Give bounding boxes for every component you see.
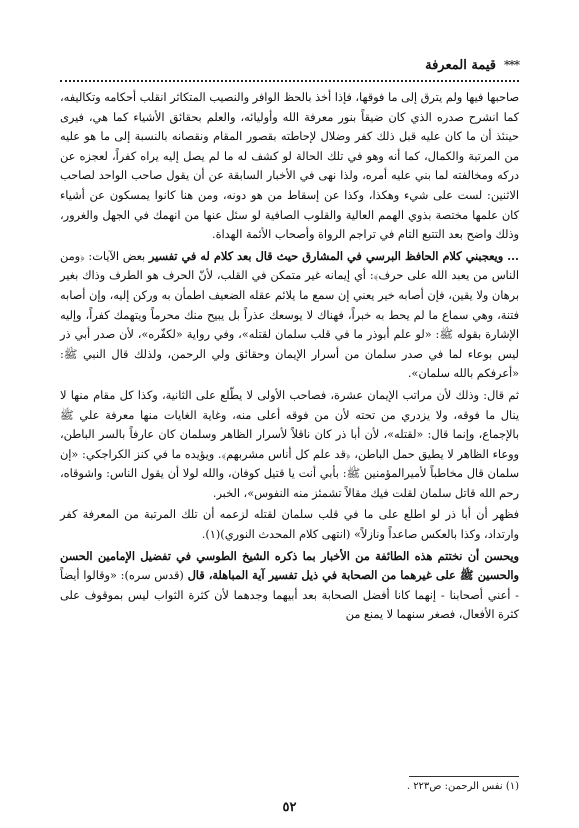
paragraph-body: فظهر أن أبا ذر لو اطلع على ما في قلب سلمان لقتله لزعمه أن تلك المرتبة من المعرفة كفر وارتداد، وكذا بالعكس صاعداً ونازلاً» (انتهى كلام المحدث النوري)(١). [60,508,519,542]
chapter-title: قيمة المعرفة [425,57,496,73]
running-head [60,52,519,78]
header-dotted-rule [60,80,519,82]
footnote-rule [409,776,519,777]
paragraph-lead: ويحسن أن نختتم هذه الطائفة من الأخبار بما ذكره الشيخ الطوسي في تفضيل الإمامين الحسن والحسين ﷺ على غيرهما من الصحابة في ذيل تفسير آية المباهلة، قال [60,548,519,583]
paragraph-lead: ... ويعجبني كلام الحافظ البرسي في المشارق حيث قال بعد كلام له في تفسير [148,248,519,263]
paragraph [60,547,519,625]
page-number: ٥٢ [282,800,297,815]
ornament-stars: *** [504,58,519,72]
footnote: (١) نفس الرحمن: ص٢٢٣ . [406,781,519,792]
paragraph [60,88,519,245]
body-text [60,88,519,625]
paragraph-body: صاحبها فيها ولم يترق إلى ما فوقها، فإذا أخذ بالحظ الوافر والنصيب المتكاثر انقلب أحكامه وتكاليفه، كما انشرح صدره الذي كان ضيقاً بنور معرفة الله وأوليائه، والعلم بحقائق الأشياء كما هي، فيرى حينئذ أن ما كان عليه قبل ذلك كفر وضلال لإحاطته بقصور المقام ونقصانه بالنسبة إلى ما هو عليه من المرتبة والكمال، كما أنه وهو في تلك الحالة لو كشف له ما لم يصل إليه يراه كفراً، لعجزه عن دركه ومخالفته لما بني عليه أمره، ولذا نهى في الأخبار السابقة عن أن يقول صاحب الواحد لصاحب الاثنين: لست على شيء وهكذا، وكذا عن إسقاط من هو دونه، ومن هنا كانوا يمسكون عن أشياء كان علمها مختصة بذوي الهمم العالية والقلوب الصافية لو سئل عنها من انهمك في الجهل والغرور، وذلك واضح بعد التتبع التام في تراجم الرواة وأصحاب الأئمة الهداة. [60,91,519,242]
paragraph-body: (قدس سره): «وقالوا أيضاً - أعني أصحابنا - إنهما كانا أفضل الصحابة بعد أبيهما وجدهما لأن كثرة الثواب ليس بموقوف على كثرة الأفعال، فصغر سنهما لا يمنع من [60,569,519,622]
paragraph [60,247,519,384]
paragraph [60,505,519,544]
paragraph [60,386,519,504]
paragraph-body: بعض الآيات: ﴿ومن الناس من يعبد الله على حرف﴾: أي إيمانه غير متمكن في القلب، لأنّ الحرف هو الطرف وذاك بغير برهان ولا يقين، فإن أصابه خير يعني إن سمع ما يلائم عقله الضعيف اطمأن به وركن إليه، وإن أصابه فتنة، وهي سماع ما لم يحط به خبراً، فهناك لا يوسعك عذراً بل يبيح منك محرماً ويتهمك كفراً، وإليه الإشارة بقوله ﷺ: «لو علم أبوذر ما في قلب سلمان لقتله»، وفي رواية «لكفّره»، لأن صدر أبي ذر ليس بوعاء لما في صدر سلمان من أسرار الإيمان وحقائق ولي الرحمن، ولذلك قال النبي ﷺ: «أعرفكم بالله سلمان». [60,249,519,381]
paragraph-body: ثم قال: وذلك لأن مراتب الإيمان عشرة، فصاحب الأولى لا يطّلع على الثانية، وكذا كل مقام منها لا ينال ما فوقه، ولا يزدري من تحته لأن من فوقه أعلى منه، وغاية الغايات منها معرفة علي ﷺ بالإجماع، وإنما قال: «لقتله»، لأن أبا ذر كان ناقلاً لأسرار الظاهر وسلمان كان عارفاً بالسر الباطن، ووعاء الظاهر لا يطيق حمل الباطن، ﴿قد علم كل أناس مشربهم﴾. ويؤيده ما في كنز الكراجكي: «إن سلمان قال مخاطباً لأميرالمؤمنين ﷺ: بأبي أنت يا قتيل كوفان، والله لولا أن يقول الناس: واشوقاه، رحم الله قاتل سلمان لقلت فيك مقالاً تشمئز منه النفوس»، الخبر. [60,388,519,500]
